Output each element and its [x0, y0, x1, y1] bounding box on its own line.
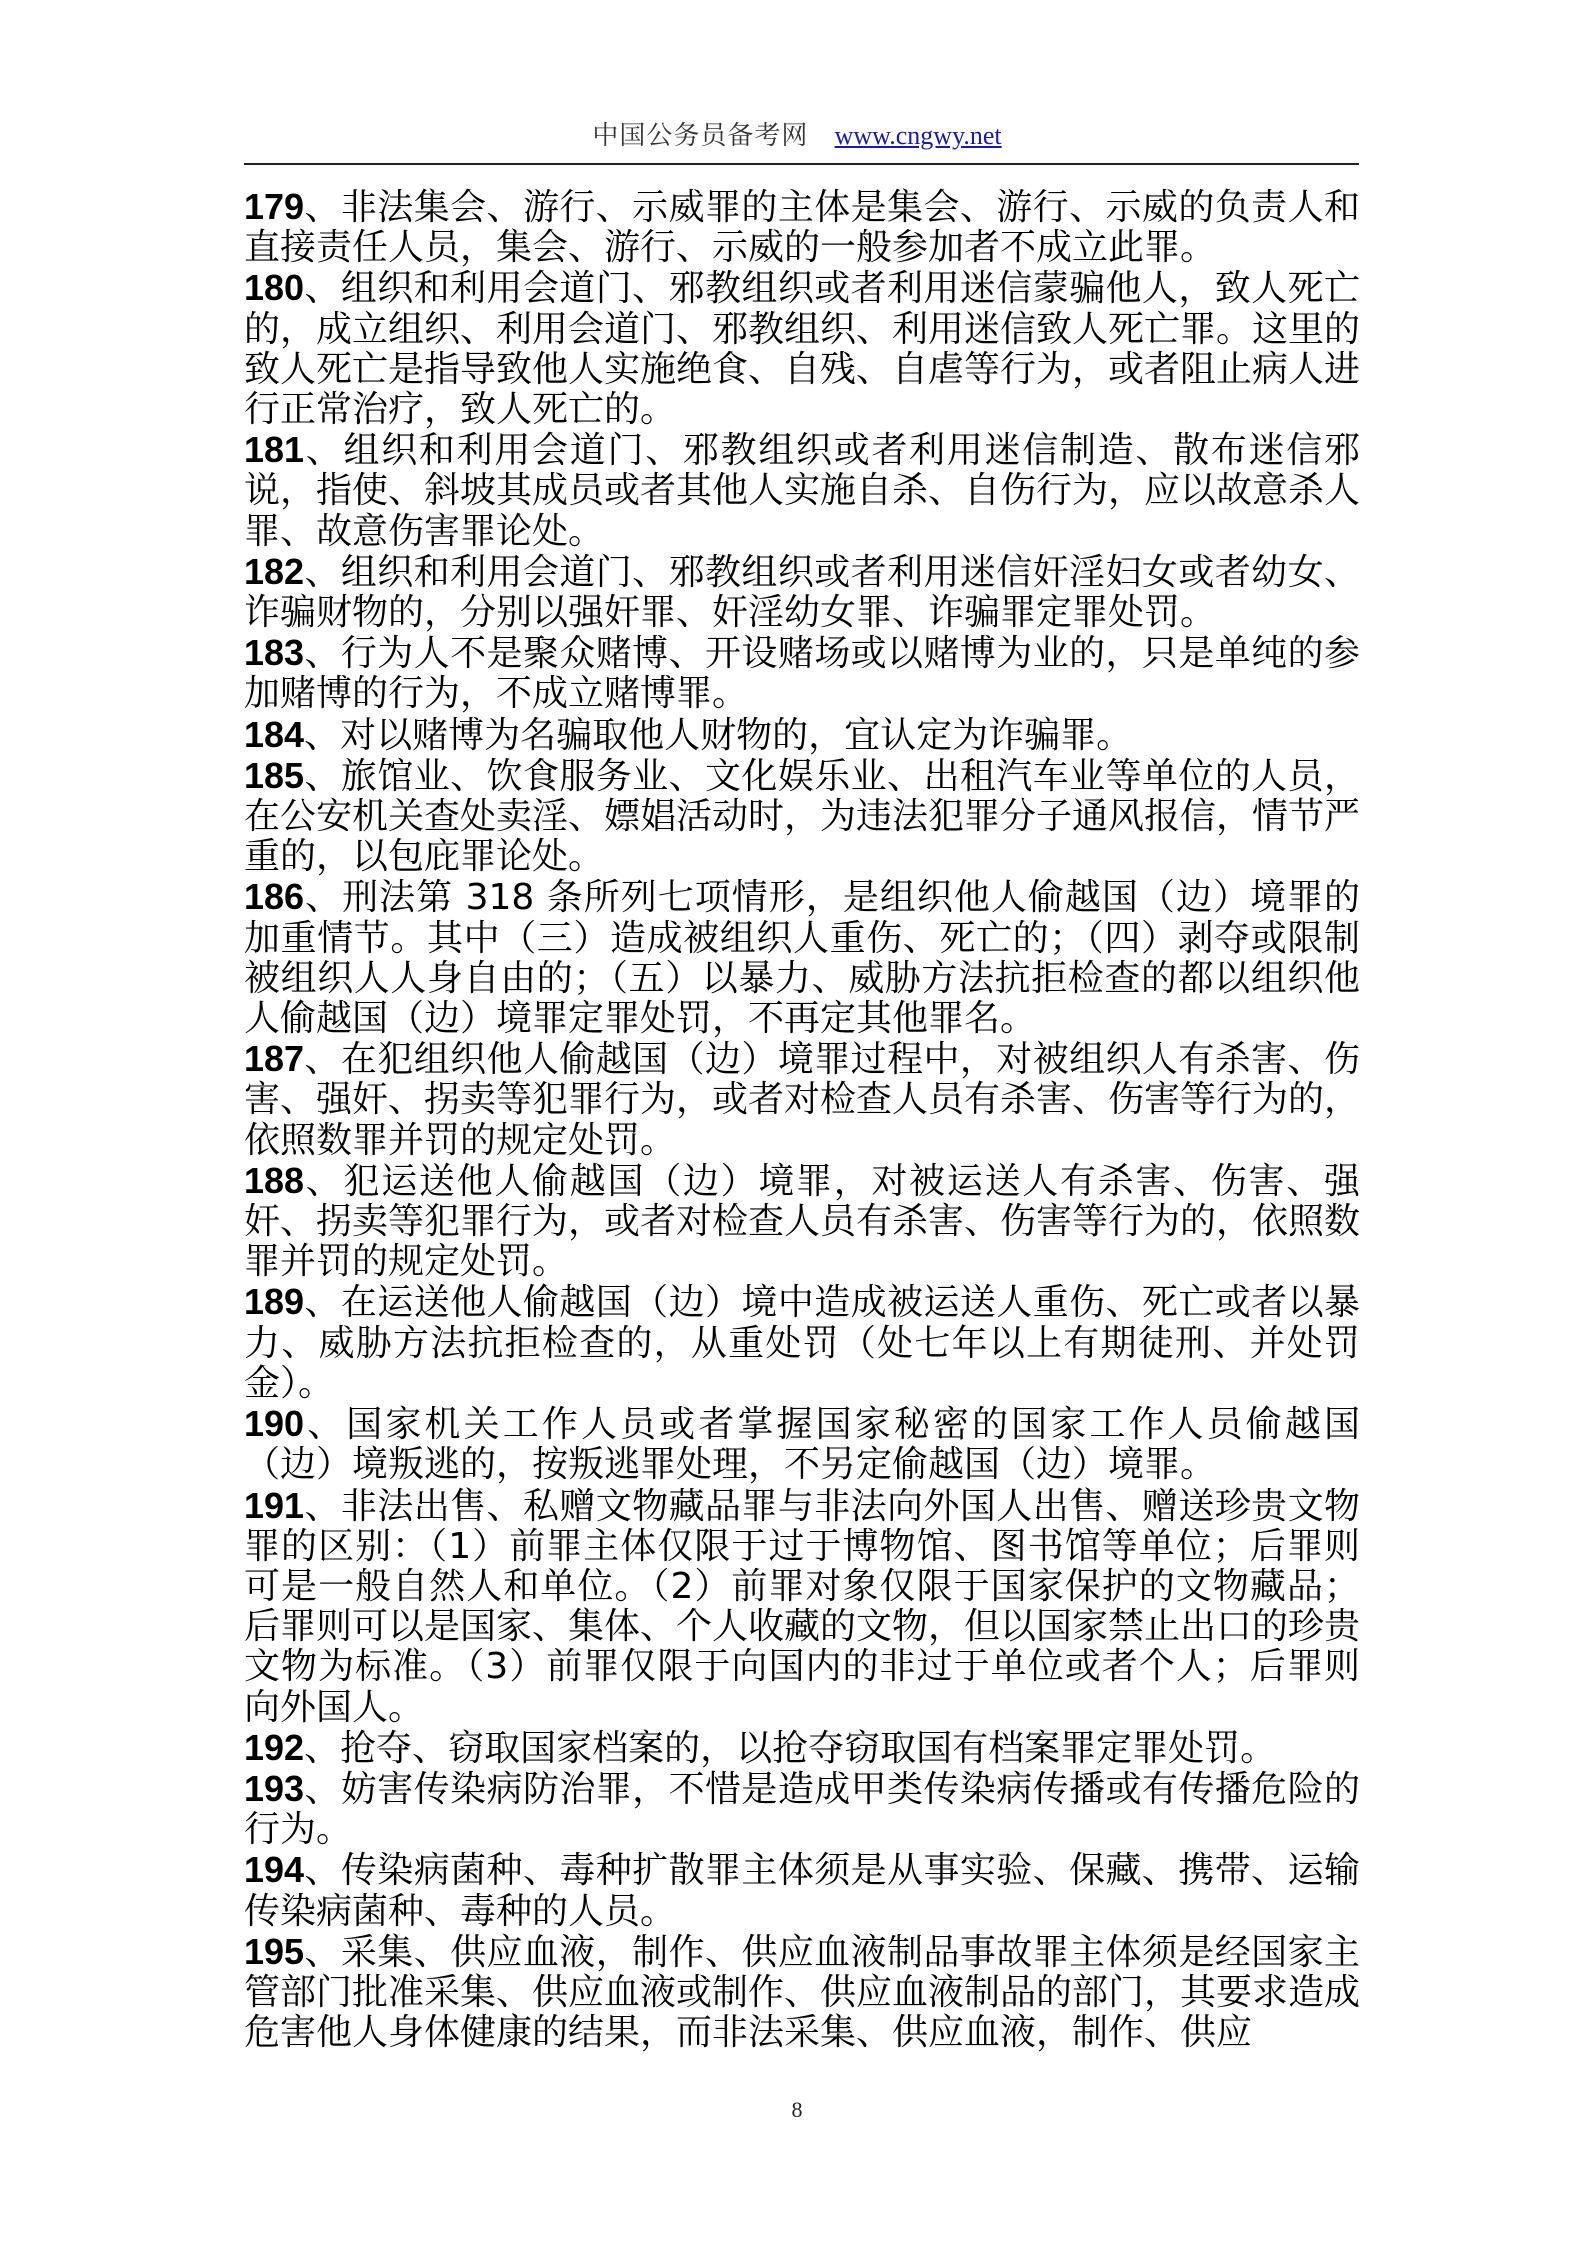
- item-text: 、妨害传染病防治罪，不惜是造成甲类传染病传播或有传播危险的行为。: [244, 1768, 1360, 1851]
- list-item-194: [244, 1850, 1360, 1931]
- site-url-link[interactable]: www.cngwy.net: [834, 121, 1002, 150]
- list-item-188: [244, 1161, 1360, 1283]
- list-item-185: [244, 756, 1360, 878]
- item-text: 、对以赌博为名骗取他人财物的，宜认定为诈骗罪。: [304, 714, 1133, 756]
- item-text: 、在运送他人偷越国（边）境中造成被运送人重伤、死亡或者以暴力、威胁方法抗拒检查的，从重处罚（处七年以上有期徒刑、并处罚金）。: [244, 1282, 1360, 1404]
- item-text: 、在犯组织他人偷越国（边）境罪过程中，对被组织人有杀害、伤害、强奸、拐卖等犯罪行为，或者对检查人员有杀害、伤害等行为的，依照数罪并罚的规定处罚。: [244, 1039, 1361, 1161]
- item-text: 、采集、供应血液，制作、供应血液制品事故罪主体须是经国家主管部门批准采集、供应血液或制作、供应血液制品的部门，其要求造成危害他人身体健康的结果，而非法采集、供应血液，制作、供应: [244, 1931, 1361, 2054]
- page-number: 8: [791, 2097, 803, 2122]
- list-item-181: [244, 430, 1360, 552]
- item-number: 184: [244, 713, 305, 755]
- item-number: 191: [244, 1484, 305, 1526]
- item-text: 、组织和利用会道门、邪教组织或者利用迷信奸淫妇女或者幼女、诈骗财物的，分别以强奸罪、奸淫幼女罪、诈骗罪定罪处罚。: [244, 551, 1360, 634]
- item-text: 、组织和利用会道门、邪教组织或者利用迷信蒙骗他人，致人死亡的，成立组织、利用会道门、邪教组织、利用迷信致人死亡罪。这里的致人死亡是指导致他人实施绝食、自残、自虐等行为，或者阻止病人进行正常治疗，致人死亡的。: [244, 268, 1361, 431]
- item-text: 、刑法第 318 条所列七项情形，是组织他人偷越国（边）境罪的加重情节。其中（三）造成被组织人重伤、死亡的；（四）剥夺或限制被组织人人身自由的；（五）以暴力、威胁方法抗拒检查的都以组织他人偷越国（边）境罪定罪处罚，不再定其他罪名。: [244, 877, 1360, 1040]
- item-number: 188: [244, 1159, 305, 1201]
- list-item-191: [244, 1486, 1360, 1728]
- list-item-193: [244, 1769, 1360, 1850]
- document-body: [244, 187, 1360, 2053]
- item-number: 193: [244, 1767, 305, 1809]
- item-text: 、组织和利用会道门、邪教组织或者利用迷信制造、散布迷信邪说，指使、斜坡其成员或者其他人实施自杀、自伤行为，应以故意杀人罪、故意伤害罪论处。: [244, 430, 1361, 552]
- item-text: 、旅馆业、饮食服务业、文化娱乐业、出租汽车业等单位的人员，在公安机关查处卖淫、嫖娼活动时，为违法犯罪分子通风报信，情节严重的，以包庇罪论处。: [244, 755, 1361, 878]
- item-text: 、传染病菌种、毒种扩散罪主体须是从事实验、保藏、携带、运输传染病菌种、毒种的人员。: [244, 1850, 1360, 1932]
- list-item-186: [244, 877, 1360, 1039]
- list-item-180: [244, 268, 1360, 430]
- item-number: 181: [244, 429, 305, 471]
- list-item-192: [244, 1728, 1360, 1769]
- item-number: 182: [244, 550, 305, 592]
- item-text: 、非法出售、私赠文物藏品罪与非法向外国人出售、赠送珍贵文物罪的区别：（1）前罪主体仅限于过于博物馆、图书馆等单位；后罪则可是一般自然人和单位。（2）前罪对象仅限于国家保护的文物藏品；后罪则可以是国家、集体、个人收藏的文物，但以国家禁止出口的珍贵文物为标准。（3）前罪仅限于向国内的非过于单位或者个人；后罪则向外国人。: [244, 1485, 1361, 1728]
- page-header: [244, 116, 1350, 156]
- list-item-182: [244, 552, 1360, 633]
- item-text: 、国家机关工作人员或者掌握国家秘密的国家工作人员偷越国（边）境叛逃的，按叛逃罪处理，不另定偷越国（边）境罪。: [244, 1404, 1360, 1486]
- item-number: 192: [244, 1726, 305, 1768]
- list-item-179: [244, 187, 1360, 268]
- list-item-184: [244, 715, 1360, 756]
- item-number: 187: [244, 1038, 305, 1080]
- site-name: 中国公务员备考网: [592, 121, 809, 151]
- item-text: 、非法集会、游行、示威罪的主体是集会、游行、示威的负责人和直接责任人员，集会、游行、示威的一般参加者不成立此罪。: [244, 187, 1360, 269]
- list-item-190: [244, 1404, 1360, 1485]
- item-text: 、行为人不是聚众赌博、开设赌场或以赌博为业的，只是单纯的参加赌博的行为，不成立赌博罪。: [244, 633, 1360, 715]
- item-number: 189: [244, 1281, 305, 1323]
- item-number: 179: [244, 186, 305, 227]
- header-divider: [244, 163, 1359, 165]
- item-number: 183: [244, 632, 305, 674]
- list-item-189: [244, 1282, 1360, 1404]
- item-text: 、犯运送他人偷越国（边）境罪，对被运送人有杀害、伤害、强奸、拐卖等犯罪行为，或者对检查人员有杀害、伤害等行为的，依照数罪并罚的规定处罚。: [244, 1160, 1361, 1283]
- item-text: 、抢夺、窃取国家档案的，以抢夺窃取国有档案罪定罪处罚。: [304, 1727, 1277, 1769]
- item-number: 194: [244, 1849, 305, 1891]
- list-item-195: [244, 1932, 1360, 2054]
- item-number: 186: [244, 876, 305, 918]
- item-number: 195: [244, 1930, 305, 1972]
- item-number: 180: [244, 267, 305, 309]
- list-item-183: [244, 633, 1360, 714]
- list-item-187: [244, 1039, 1360, 1161]
- item-number: 190: [244, 1403, 305, 1445]
- item-number: 185: [244, 754, 305, 796]
